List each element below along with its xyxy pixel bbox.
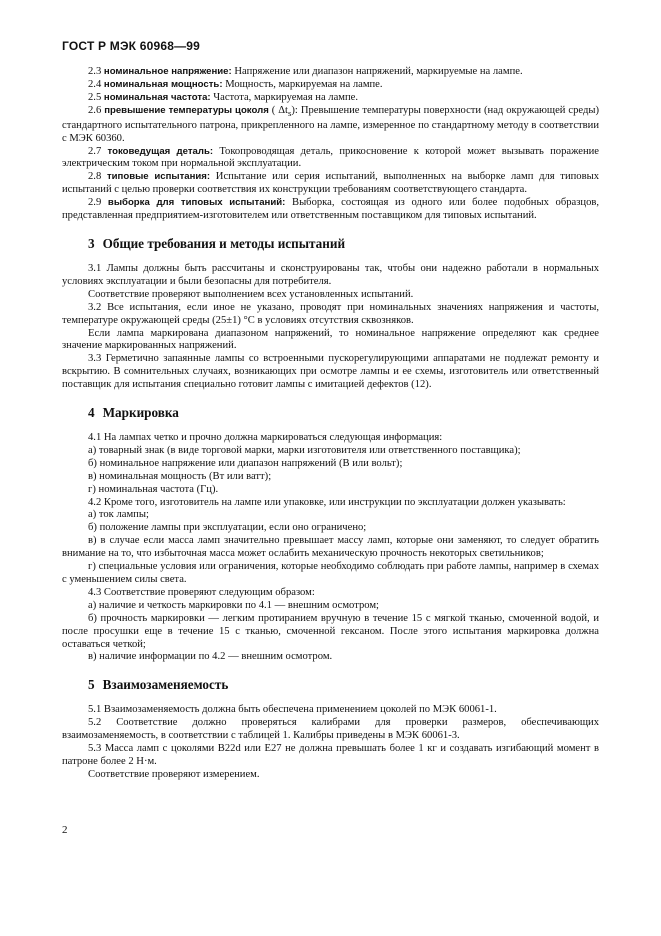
definition-item: 2.6 превышение температуры цоколя ( $\Delta t_s$): Превышение температуры поверхности (над окружающей среды) стандартного испытательного патрона, прикрепленного на лампе, измеренное по стандартному методу в соответствии с МЭК 60360. <box>62 104 599 144</box>
paragraph: 3.1 Лампы должны быть рассчитаны и сконструированы так, чтобы они надежно работали в нормальных условиях эксплуатации и были безопасны для потребителя. <box>62 262 599 287</box>
section-3-body <box>62 263 599 392</box>
list-item: г) специальные условия или ограничения, которые необходимо соблюдать при работе лампы, например в схемах с уменьшением силы света. <box>62 561 599 586</box>
page-content <box>62 66 599 782</box>
paragraph: Соответствие проверяют измерением. <box>88 768 260 780</box>
section-heading-4: 4 Маркировка <box>88 405 179 421</box>
paragraph: Если лампа маркирована диапазоном напряжений, то номинальное напряжение определяют как среднее значение маркированных напряжений. <box>62 327 599 352</box>
term: выборка для типовых испытаний: <box>107 197 286 209</box>
list-item: а) ток лампы; <box>88 509 149 521</box>
definition-item: 2.4 номинальная мощность: Мощность, маркируемая на лампе. <box>88 78 383 90</box>
paragraph: 4.2 Кроме того, изготовитель на лампе или упаковке, или инструкции по эксплуатации должен указывать: <box>88 496 566 508</box>
definition-item: 2.5 номинальная частота: Частота, маркируемая на лампе. <box>88 91 359 103</box>
term: токоведущая деталь: <box>107 145 214 157</box>
paragraph: 4.3 Соответствие проверяют следующим образом: <box>88 586 315 598</box>
paragraph: 5.2 Соответствие должно проверяться калибрами для проверки размеров, обеспечивающих взаимозаменяемость, в соответствии с таблицей 1. Калибры приведены в МЭК 60061-3. <box>62 717 599 742</box>
term: типовые испытания: <box>106 171 211 183</box>
definitions-list <box>62 66 599 223</box>
paragraph: 5.1 Взаимозаменяемость должна быть обеспечена применением цоколей по МЭК 60061-1. <box>88 704 497 716</box>
term: номинальная мощность: <box>103 78 223 90</box>
paragraph: 3.3 Герметично запаянные лампы со встроенными пускорегулирующими аппаратами не подлежат ремонту и вскрытию. В сомнительных случаях, возникающих при осмотре лампы и ее схемы, изготовитель или ответственный поставщик для испытания специально готовит лампы с имитацией дефектов (12). <box>62 353 599 391</box>
term: превышение температуры цоколя <box>104 104 269 116</box>
section-heading-5: 5 Взаимозаменяемость <box>88 677 229 693</box>
list-item: б) положение лампы при эксплуатации, если оно ограничено; <box>88 522 367 534</box>
list-item: в) наличие информации по 4.2 — внешним осмотром. <box>88 651 333 663</box>
definition-item: 2.8 типовые испытания: Испытание или серия испытаний, выполненных на выборке ламп для типовых испытаний с целью проверки соответствия их конструкции требованиям соответствующего стандарта. <box>62 171 599 196</box>
list-item: а) товарный знак (в виде торговой марки, марки изготовителя или ответственного поставщика); <box>88 444 521 456</box>
definition-item: 2.3 номинальное напряжение: Напряжение или диапазон напряжений, маркируемые на лампе. <box>88 66 523 77</box>
paragraph: 3.2 Все испытания, если иное не указано, проводят при номинальных значениях напряжения и частоты, температуре окружающей среды (25±1) °С в условиях отсутствия сквозняков. <box>62 301 599 326</box>
paragraph: 5.3 Масса ламп с цоколями В22d или Е27 не должна превышать более 1 кг и создавать изгибающий момент в патроне более 2 Н·м. <box>62 743 599 767</box>
list-item: в) в случае если масса ламп значительно превышает массу ламп, которые они заменяют, то следует обратить внимание на то, что избыточная масса может ослабить механическую прочность некоторых светильников; <box>62 535 599 560</box>
page-number: 2 <box>62 824 68 836</box>
list-item: г) номинальная частота (Гц). <box>88 483 219 495</box>
term: номинальная частота: <box>103 91 211 103</box>
paragraph: Соответствие проверяют выполнением всех установленных испытаний. <box>88 288 414 300</box>
list-item: б) номинальное напряжение или диапазон напряжений (В или вольт); <box>88 457 403 469</box>
list-item: б) прочность маркировки — легким протиранием вручную в течение 15 с мягкой тканью, смоченной водой, и после просушки еще в течение 15 с тканью, смоченной гексаном. После этого испытания маркировка должна оставаться четкой; <box>62 612 599 650</box>
section-5-body <box>62 704 599 781</box>
definition-item: 2.9 выборка для типовых испытаний: Выборка, состоящая из одного или более подобных образцов, представленная предприятием-изготовителем или ответственным поставщиком для типовых испытаний. <box>62 197 600 222</box>
list-item: в) номинальная мощность (Вт или ватт); <box>88 470 272 482</box>
section-4-body <box>62 432 599 664</box>
paragraph: 4.1 На лампах четко и прочно должна маркироваться следующая информация: <box>88 432 443 444</box>
term: номинальное напряжение: <box>103 66 232 77</box>
page-header: ГОСТ Р МЭК 60968—99 <box>62 39 201 53</box>
formula: ( $\Delta t_s$): <box>271 104 298 118</box>
list-item: а) наличие и четкость маркировки по 4.1 — внешним осмотром; <box>88 599 380 611</box>
definition-item: 2.7 токоведущая деталь: Токопроводящая деталь, прикосновение к которой может вызывать поражение электрическим током при нормальной эксплуатации. <box>62 145 600 170</box>
section-heading-3: 3 Общие требования и методы испытаний <box>88 235 346 251</box>
